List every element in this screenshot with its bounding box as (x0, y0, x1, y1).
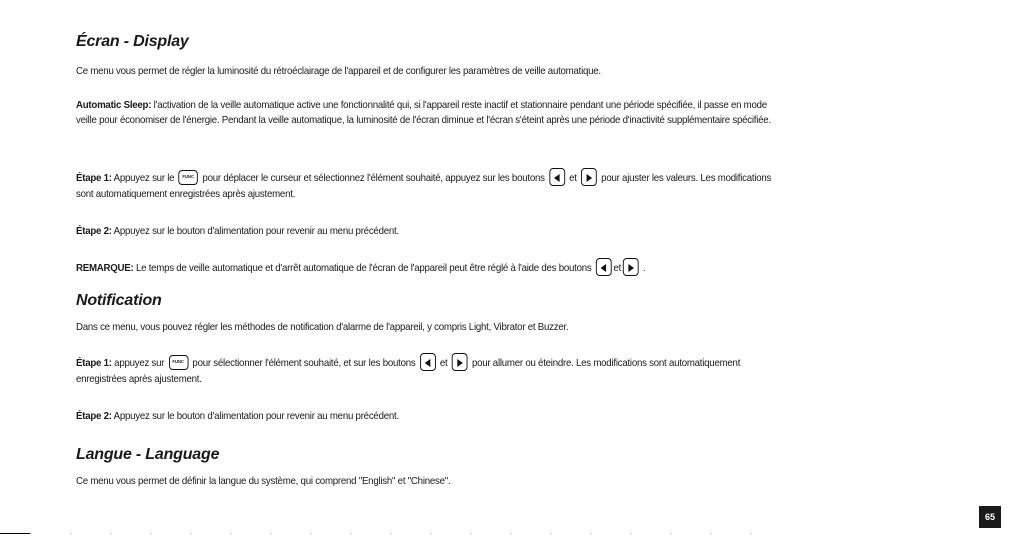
auto-sleep-text-2: veille pour économiser de l'énergie. Pendant la veille automatique, la luminosité de l'écran diminue et l'écran s'éteint après une période d'inactivité supplémentaire spécifiée. (76, 115, 771, 126)
auto-sleep-label: Automatic Sleep: (76, 100, 152, 111)
auto-sleep-paragraph (76, 98, 1009, 128)
bottom-bleed-line (30, 533, 790, 534)
left-arrow-key-icon (420, 353, 436, 371)
notification-step1-label: Étape 1: (76, 357, 112, 369)
notification-heading: Notification (76, 292, 162, 309)
display-step2-label: Étape 2: (76, 226, 112, 237)
display-step1-paragraph (76, 169, 1009, 202)
left-arrow-key-icon (549, 168, 565, 186)
display-step1-text-a: Appuyez sur le (111, 172, 177, 184)
note-text-c: . (640, 262, 646, 274)
note-text-b: et (613, 262, 622, 274)
notification-step1-text-d: pour allumer ou éteindre. Les modifications sont automatiquement (469, 357, 741, 369)
display-heading: Écran - Display (76, 33, 189, 50)
display-step1-line2: sont automatiquement enregistrées après ajustement. (76, 189, 296, 200)
auto-sleep-text-1: l'activation de la veille automatique active une fonctionnalité qui, si l'appareil reste inactif et stationnaire pendant une période spécifiée, il passe en mode (151, 100, 767, 111)
func-key-icon (169, 355, 189, 370)
display-step2-text: Appuyez sur le bouton d'alimentation pour revenir au menu précédent. (111, 226, 399, 237)
display-step2-paragraph (76, 224, 976, 239)
right-arrow-key-icon (623, 258, 639, 276)
display-step1-text-b: pour déplacer le curseur et sélectionnez l'élément souhaité, appuyez sur les boutons (200, 172, 548, 184)
func-key-label: FUNC (172, 359, 184, 364)
bottom-rule (0, 533, 30, 534)
language-intro: Ce menu vous permet de définir la langue du système, qui comprend "English" et "Chinese". (76, 476, 451, 487)
notification-step1-paragraph (76, 354, 1009, 387)
language-heading: Langue - Language (76, 446, 220, 463)
notification-step1-text-a: appuyez sur (111, 357, 167, 369)
notification-step2-text: Appuyez sur le bouton d'alimentation pour revenir au menu précédent. (111, 411, 399, 422)
notification-step2-paragraph (76, 409, 976, 424)
display-note-paragraph (76, 259, 976, 277)
display-step1-text-d: pour ajuster les valeurs. Les modifications (598, 172, 772, 184)
notification-step1-text-c: et (437, 357, 450, 369)
func-key-label: FUNC (182, 174, 194, 179)
notification-step1-text-b: pour sélectionner l'élément souhaité, et sur les boutons (189, 357, 418, 369)
notification-step2-label: Étape 2: (76, 411, 112, 422)
display-step1-text-c: et (566, 172, 580, 184)
notification-step1-line2: enregistrées après ajustement. (76, 374, 202, 385)
right-arrow-key-icon (581, 168, 597, 186)
func-key-icon (179, 170, 199, 185)
right-arrow-key-icon (452, 353, 468, 371)
notification-intro: Dans ce menu, vous pouvez régler les méthodes de notification d'alarme de l'appareil, y compris Light, Vibrator et Buzzer. (76, 322, 569, 333)
page-number: 65 (979, 506, 1001, 528)
note-text-a: Le temps de veille automatique et d'arrêt automatique de l'écran de l'appareil peut être réglé à l'aide des boutons (133, 262, 594, 274)
display-step1-label: Étape 1: (76, 172, 112, 184)
display-intro: Ce menu vous permet de régler la luminosité du rétroéclairage de l'appareil et de configurer les paramètres de veille automatique. (76, 66, 601, 77)
note-label: REMARQUE: (76, 262, 134, 274)
left-arrow-key-icon (596, 258, 612, 276)
